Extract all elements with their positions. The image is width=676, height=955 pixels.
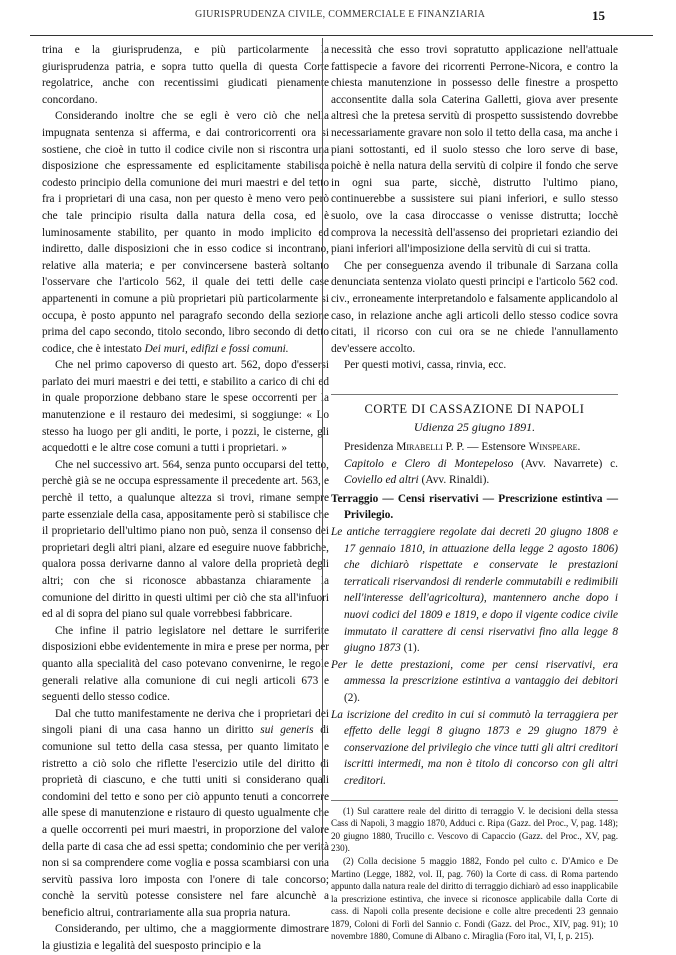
- president-name: Mirabelli: [396, 441, 443, 454]
- latin-term: sui generis: [260, 724, 314, 737]
- maxim: La iscrizione del credito in cui si commutò la terraggiera per effetto delle leggi 8 giugno 1873 e 29 giugno 1879 è conservazione del privilegio che vince tutti gli altri creditori iscritti intermedi, ma non è titolo di concorso con gli altri creditori.: [331, 708, 618, 787]
- maxim: Le antiche terraggiere regolate dai decreti 20 giugno 1808 e 17 gennaio 1810, in attuazione della legge 2 agosto 1806) che dichiarò rispettate e conservate le prestazioni terraticali riservandosi di renderle commutabili e redimibili nell'interesse dell'agricoltura), mantennero anche dopo i nuovi codici del 1809 e 1819, e dopo il vigente codice civile immutato il carattere di censi riservativi fino alla legge 8 giugno 1873 (1).: [331, 526, 618, 655]
- case-subject: Terraggio — Censi riservativi — Prescrizione estintiva — Privilegio.: [331, 492, 618, 522]
- maxim: Per le dette prestazioni, come per censi riservativi, era ammessa la prescrizione estintiva a vantaggio dei debitori (2).: [331, 658, 618, 704]
- paragraph: Che infine il patrio legislatore nel dettare le surriferite disposizioni ebbe evidentemente in mira e prese per norma, per quanto alla specialità del caso potevano convenirne, le regole generali relative alla comunione di cui negli articoli 673 e seguenti dello stesso codice.: [42, 624, 329, 704]
- paragraph: Che nel successivo art. 564, senza punto occuparsi del tetto, perchè già se ne occupa espressamente il precedente art. 563, e perchè il tetto, a qualunque altezza si trovi, rimane sempre parte essenziale della casa, appositamente però si stabilisce che il proprietario dell'ultimo piano non può, senza il consenso dei proprietari degli altri piani, alzare ed eseguire nuove fabbriche, qualora possa derivarne danno al valore della proprietà degli altri; con che si riconosce abbastanza chiaramente la comunione del diritto in questi ultimi per ciò che sta all'infuori ed al di sopra del piano sul quale vorrebbesi fabbricare.: [42, 458, 329, 621]
- footnote: (1) Sul carattere reale del diritto di terraggio V. le decisioni della stessa Cass di Napoli, 3 maggio 1870, Adduci c. Ripa (Gazz. del Proc., V, pag. 148); 20 giugno 1880, Trucillo c. Vescovo di Capaccio (Gazz. del Proc., XV, pag. 230).: [331, 805, 618, 854]
- section-title-reference: Dei muri, edifizi e fossi comuni.: [144, 342, 289, 355]
- hearing-date: Udienza 25 giugno 1891.: [413, 420, 536, 435]
- presidency-line: Presidenza Mirabelli P. P. — Estensore Winspeare.: [344, 441, 581, 454]
- page-header: [0, 8, 676, 34]
- footnote-rule: [331, 800, 618, 801]
- court-title: CORTE DI CASSAZIONE DI NAPOLI: [331, 394, 618, 418]
- paragraph: Dal che tutto manifestamente ne deriva che i proprietari dei singoli piani di una casa hanno un diritto sui generis di comunione sul tetto della casa stessa, per quanto limitato e ristretto a ciò solo che riflette l'esercizio utile del diritto di proprietà di ciascuno, e che tutti uniti si considerano quali condomini del tetto e sono per ciò appunto tenuti a concorrere alle spese di manutenzione e ristauro di questo ugualmente che a quelle occorrenti pei muri maestri, in proporzione del valore della parte di casa che ad essi spetta; condominio che per verità non si sa comprendere come voglia e possa scambiarsi con una servitù passiva loro imposta con l'onere di tale concorso; conchè la servitù potesse consistere nel fare alcunchè a beneficio altrui, contrariamente alla sua propria natura.: [42, 707, 330, 919]
- header-rule: [30, 35, 653, 36]
- running-head: GIURISPRUDENZA CIVILE, COMMERCIALE E FINANZIARIA: [195, 9, 486, 20]
- estensore-name: Winspeare.: [528, 441, 581, 454]
- page-number: 15: [592, 8, 605, 23]
- paragraph: Considerando inoltre che se egli è vero ciò che nella impugnata sentenza si afferma, e dai controricorrenti ora si sostiene, che cioè in tutto il codice civile non si riscontra una disposizione che espressamente ed esplicitamente stabilisca codesto principio della comunione dei muri maestri e del tetto fra i proprietari di una casa, non per questo è meno vero però che tale principio risulta dalla natura della cosa, ed è luminosamente stabilito, per quanto in modo implicito ed indiretto, dalle disposizioni che in esso codice si incontrano, relative alla materia; e per convincersene basterà soltanto l'osservare che l'articolo 562, il quale dei tetti delle case appartenenti in comune a più proprietari più particolarmente si occupa, è posto appunto nel paragrafo secondo della sezione prima del capo secondo, titolo secondo, libro secondo di detto codice, che è intestato Dei muri, edifizi e fossi comuni.: [42, 110, 329, 355]
- column-divider: [322, 38, 323, 860]
- paragraph: Che per conseguenza avendo il tribunale di Sarzana colla denunciata sentenza violato questi principi e l'articolo 562 cod. civ., erroneamente interpretandolo e falsamente applicandolo al caso, in relazione anche agli articoli dello stesso codice sovra citati, il ricorso con cui ora se ne chiede l'annullamento dev'essere accolto.: [331, 259, 618, 355]
- paragraph: Considerando, per ultimo, che a maggiormente dimostrare la giustizia e legalità del suesposto principio e la: [42, 923, 329, 953]
- footnote: (2) Colla decisione 5 maggio 1882, Fondo pel culto c. D'Amico e De Martino (Legge, 1882, vol. II, pag. 760) la Corte di cass. di Roma partendo appunto dalla natura reale del diritto di terraggio dichiarò ad esso inapplicabile la prescrizione estintiva, che invece si riconosce applicabile dalla Corte di cass. di Napoli colla presente decisione e colle altre precedenti 23 gennaio 1879, Coloni di Forlì del Sannio c. Fondi (Gazz. del Proc., XIV, pag. 91); 10 novembre 1880, Comune di Albano c. Miraglia (Foro ital, VI, I, p. 215).: [331, 855, 618, 942]
- footnote-ref: (1).: [403, 642, 420, 655]
- right-column: [331, 42, 618, 943]
- paragraph: Che nel primo capoverso di questo art. 562, dopo d'essersi parlato dei muri maestri e dei tetti, e stabilito a carico di chi ed in quale proporzione debbano stare le spese occorrenti per la manutenzione e il restauro dei medesimi, si soggiunge: « Lo stesso ha luogo per gli anditi, le porte, i pozzi, le cisterne, gli acquedotti e le altre cose comuni a tutti i proprietari. »: [42, 359, 329, 455]
- paragraph: trina e la giurisprudenza, e più particolarmente la giurisprudenza patria, e sopra tutto quella di questa Corte regolatrice, anche con recentissimi giudicati pienamente concordano.: [42, 44, 329, 106]
- paragraph: necessità che esso trovi sopratutto applicazione nell'attuale fattispecie a favore dei ricorrenti Perrone-Nicora, e contro la chiesta manutenzione in possesso delle finestre a prospetto acconsentite dalla sola Caterina Galletti, giova aver presente altresì che la pretesa servitù di prospetto sussistendo dovrebbe necessariamente gravare non solo il tetto della casa, ma anche i piani sottostanti, ed il suolo stesso che loro serve di base, poichè è nella natura della servitù di colpire il fondo che serve in ogni sua parte, sicchè, distrutto l'ultimo piano, continuerebbe a sussistere sui piani inferiori, e sullo stesso suolo, ove la casa diroccasse o venisse distrutta; locchè comprova la necessità dell'assenso dei proprietari eziandio dei piani inferiori all'imposizione della servitù di cui si tratta.: [331, 44, 618, 256]
- parties-line: Capitolo e Clero di Montepeloso (Avv. Navarrete) c. Coviello ed altri (Avv. Rinaldi).: [344, 457, 618, 487]
- left-column: [42, 42, 329, 955]
- footnote-ref: (2).: [344, 691, 360, 704]
- paragraph: Per questi motivi, cassa, rinvia, ecc.: [344, 359, 507, 372]
